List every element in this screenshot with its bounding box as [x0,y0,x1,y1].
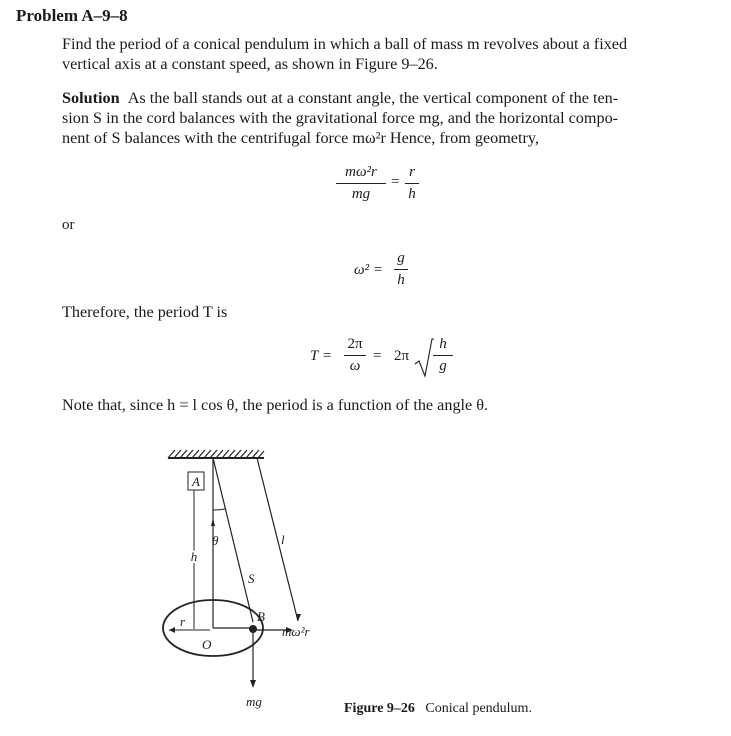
eq3-coef: 2π [394,348,410,364]
conical-pendulum-figure [150,448,350,718]
solution-line-1: As the ball stands out at a constant angle, the vertical component of the ten- [127,89,619,107]
eq3-root-den: g [439,358,447,374]
gravity-arrow-icon [250,680,256,688]
axis-arrow-icon [211,518,215,526]
eq2-rhs-fraction [394,250,408,289]
label-o: O [202,637,212,652]
solution-line-2: sion S in the cord balances with the gravitational force mg, and the horizontal compo- [62,109,619,127]
label-a: A [192,474,200,489]
therefore-text: Therefore, the period T is [62,303,228,321]
length-dimension-line [257,458,298,621]
label-mg: mg [246,694,262,709]
label-mwr: mω²r [282,624,310,639]
sqrt-radical-icon [414,336,434,380]
statement-line-2: vertical axis at a constant speed, as shown in Figure 9–26. [62,55,438,73]
angle-arc [213,509,225,510]
label-b: B [257,609,265,624]
eq3-f-num: 2π [347,336,363,352]
eq3-fraction [344,336,366,375]
label-theta: θ [212,533,219,548]
ball-icon [249,625,257,633]
label-r: r [180,614,186,629]
figure-caption-label: Figure 9–26 [344,701,415,716]
figure-caption [344,701,532,717]
eq1-lhs-fraction [336,164,386,203]
eq1-rhs-den: h [408,186,416,202]
eq3-equals: = [373,348,382,364]
label-l: l [281,532,285,547]
eq3-root-num: h [439,336,447,352]
eq2-rhs-num: g [397,250,405,266]
eq1-lhs-num: mω²r [345,164,377,180]
ceiling-hatching [168,450,264,458]
problem-title: Problem A–9–8 [16,6,128,25]
eq2-rhs-den: h [397,272,405,288]
or-label: or [62,217,75,233]
eq3-f-den: ω [349,358,361,374]
eq1-rhs-fraction [405,164,419,203]
statement-line-1: Find the period of a conical pendulum in which a ball of mass m revolves about a fixed [62,35,628,53]
eq3-lhs: T = [310,348,332,364]
label-h: h [190,549,198,564]
eq1-rhs-num: r [409,164,415,180]
cord [213,458,253,622]
eq3-root-fraction [433,336,453,375]
problem-statement [62,34,627,74]
solution-paragraph [62,88,618,148]
eq1-lhs-den: mg [351,186,371,202]
radius-arrow-icon [169,627,175,633]
figure-caption-text: Conical pendulum. [425,701,532,716]
label-s: S [248,571,255,586]
note-text: Note that, since h = l cos θ, the period is a function of the angle θ. [62,396,489,414]
solution-label: Solution [62,89,120,107]
eq2-lhs: ω² = [354,262,383,278]
solution-line-3: nent of S balances with the centrifugal force mω²r Hence, from geometry, [62,129,539,147]
eq1-equals: = [391,174,400,190]
